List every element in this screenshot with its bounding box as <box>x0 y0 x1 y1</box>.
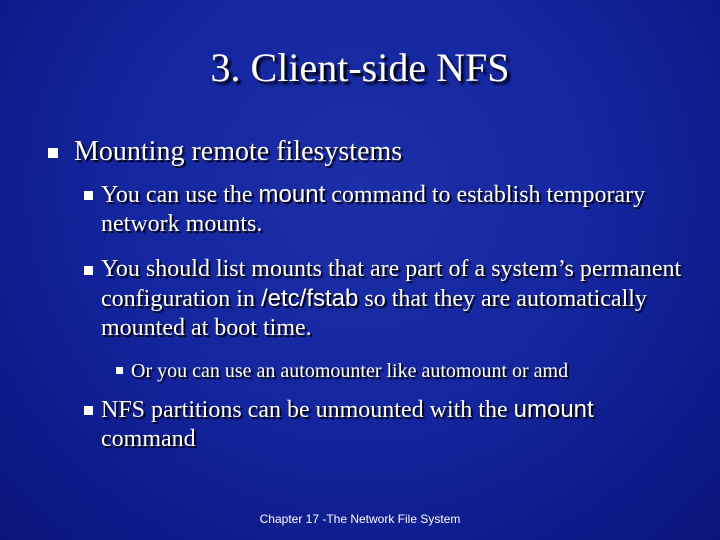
bullet-mounting-remote-filesystems <box>48 135 688 169</box>
bullet-text-post: command to establish temporary network mounts. <box>101 182 646 237</box>
sub-bullet-automounter <box>116 358 686 384</box>
bullet-mount-command <box>84 180 684 239</box>
bullet-text <box>101 180 684 239</box>
square-bullet-icon <box>84 406 93 415</box>
bullet-text <box>74 135 402 169</box>
bullet-text-pre: NFS partitions can be unmounted with the <box>101 397 514 423</box>
command-mount: mount <box>258 181 326 208</box>
square-bullet-icon <box>84 266 93 275</box>
square-bullet-icon <box>48 148 58 158</box>
slide-footer: Chapter 17 -The Network File System <box>259 512 461 526</box>
bullet-umount <box>84 395 684 454</box>
bullet-fstab <box>84 255 684 343</box>
command-umount: umount <box>513 396 594 423</box>
bullet-text-post: command <box>101 426 196 452</box>
bullet-text-main: Mounting remote filesystems <box>74 136 403 167</box>
bullet-text <box>101 255 684 343</box>
path-etc-fstab: /etc/fstab <box>260 285 359 312</box>
square-bullet-icon <box>116 367 123 374</box>
slide-title: 3. Client-side NFS <box>210 45 510 90</box>
bullet-text-post: so that they are automatically mounted at boot time. <box>101 286 647 341</box>
bullet-text <box>101 395 684 454</box>
bullet-text-pre: You can use the <box>101 182 259 208</box>
sub-bullet-text: Or you can use an automounter like automount or amd <box>131 360 569 382</box>
bullet-text-pre: You should list mounts that are part of a system’s permanent configuration in <box>101 256 682 312</box>
square-bullet-icon <box>84 191 93 200</box>
